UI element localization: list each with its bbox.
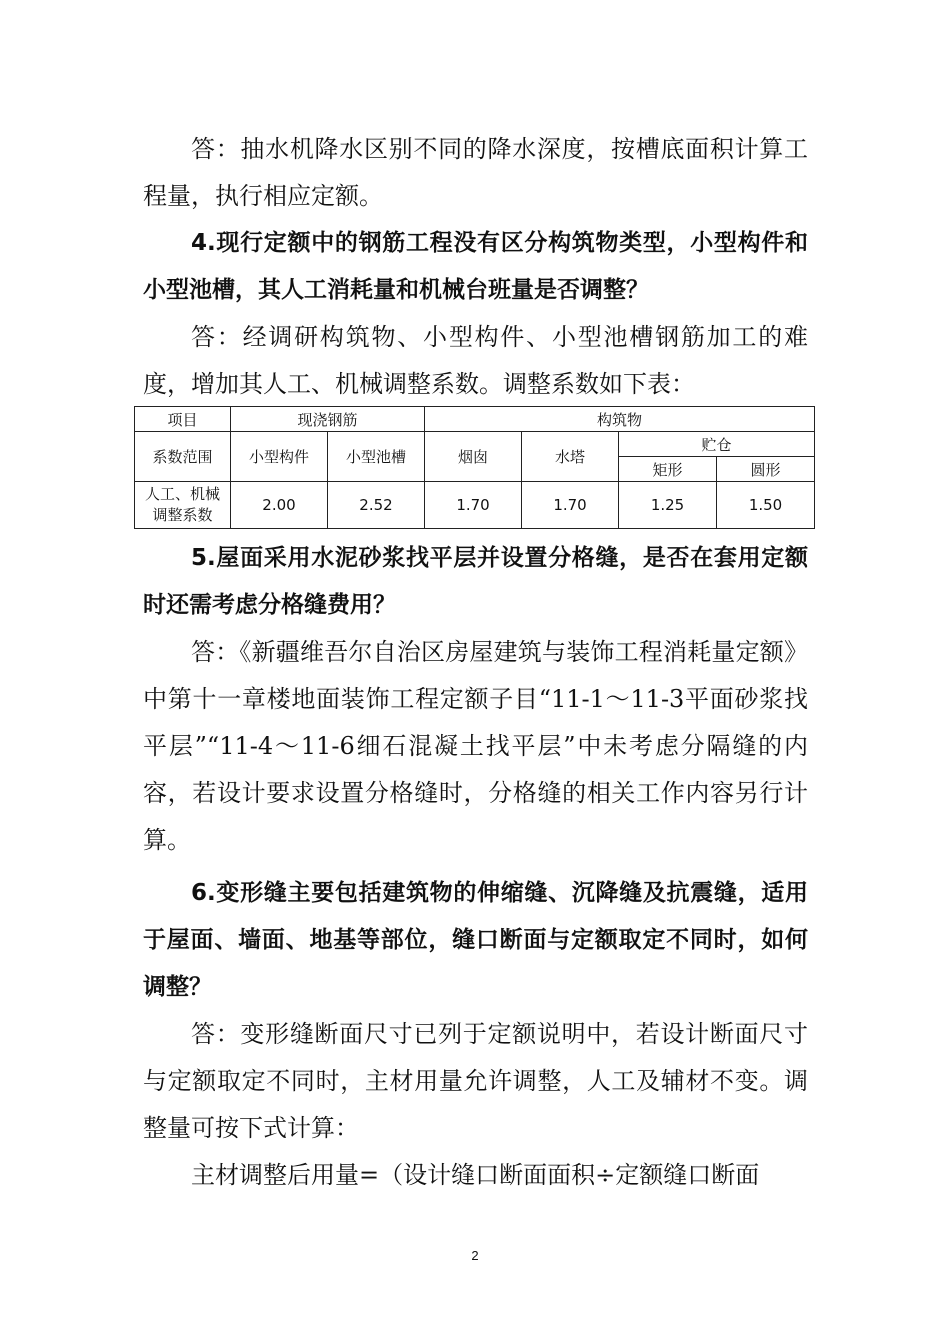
adjustment-coefficient-table — [134, 406, 815, 529]
question-6: 6.变形缝主要包括建筑物的伸缩缝、沉降缝及抗震缝，适用于屋面、墙面、地基等部位，缝口断面与定额取定不同时，如何调整？ — [143, 880, 808, 1000]
question-4: 4.现行定额中的钢筋工程没有区分构筑物类型，小型构件和小型池槽，其人工消耗量和机械台班量是否调整？ — [143, 230, 808, 303]
row-label — [135, 482, 231, 529]
header-range: 系数范围 — [135, 432, 231, 482]
value-small-member: 2.00 — [231, 482, 328, 529]
answer-paragraph-3: 答：抽水机降水区别不同的降水深度，按槽底面积计算工程量，执行相应定额。 — [143, 135, 808, 210]
header-rect: 矩形 — [619, 457, 717, 482]
header-water-tower: 水塔 — [522, 432, 619, 482]
value-silo-rect: 1.25 — [619, 482, 717, 529]
header-rebar: 现浇钢筋 — [231, 407, 425, 432]
formula-line: 主材调整后用量=（设计缝口断面面积÷定额缝口断面 — [191, 1161, 760, 1189]
header-small-member: 小型构件 — [231, 432, 328, 482]
row-label-line-2: 调整系数 — [152, 506, 213, 524]
value-silo-round: 1.50 — [717, 482, 815, 529]
question-5: 5.屋面采用水泥砂浆找平层并设置分格缝，是否在套用定额时还需考虑分格缝费用？ — [143, 545, 808, 618]
header-silo: 贮仓 — [619, 432, 815, 457]
page-number: 2 — [471, 1248, 479, 1263]
header-round: 圆形 — [717, 457, 815, 482]
row-label-line-1: 人工、机械 — [144, 485, 220, 503]
answer-paragraph-5: 答：《新疆维吾尔自治区房屋建筑与装饰工程消耗量定额》中第十一章楼地面装饰工程定额子目“11-1～11-3平面砂浆找平层”“11-4～11-6细石混凝土找平层”中未考虑分隔缝的内容，若设计要求设置分格缝时，分格缝的相关工作内容另行计算。 — [143, 638, 808, 854]
value-chimney: 1.70 — [425, 482, 522, 529]
header-item: 项目 — [135, 407, 231, 432]
header-small-tank: 小型池槽 — [328, 432, 425, 482]
value-small-tank: 2.52 — [328, 482, 425, 529]
answer-paragraph-4: 答：经调研构筑物、小型构件、小型池槽钢筋加工的难度，增加其人工、机械调整系数。调整系数如下表： — [143, 323, 808, 398]
document-page — [143, 126, 808, 1199]
header-chimney: 烟囱 — [425, 432, 522, 482]
header-structure: 构筑物 — [425, 407, 815, 432]
answer-paragraph-6: 答：变形缝断面尺寸已列于定额说明中，若设计断面尺寸与定额取定不同时，主材用量允许调整，人工及辅材不变。调整量可按下式计算： — [143, 1020, 808, 1142]
value-water-tower: 1.70 — [522, 482, 619, 529]
